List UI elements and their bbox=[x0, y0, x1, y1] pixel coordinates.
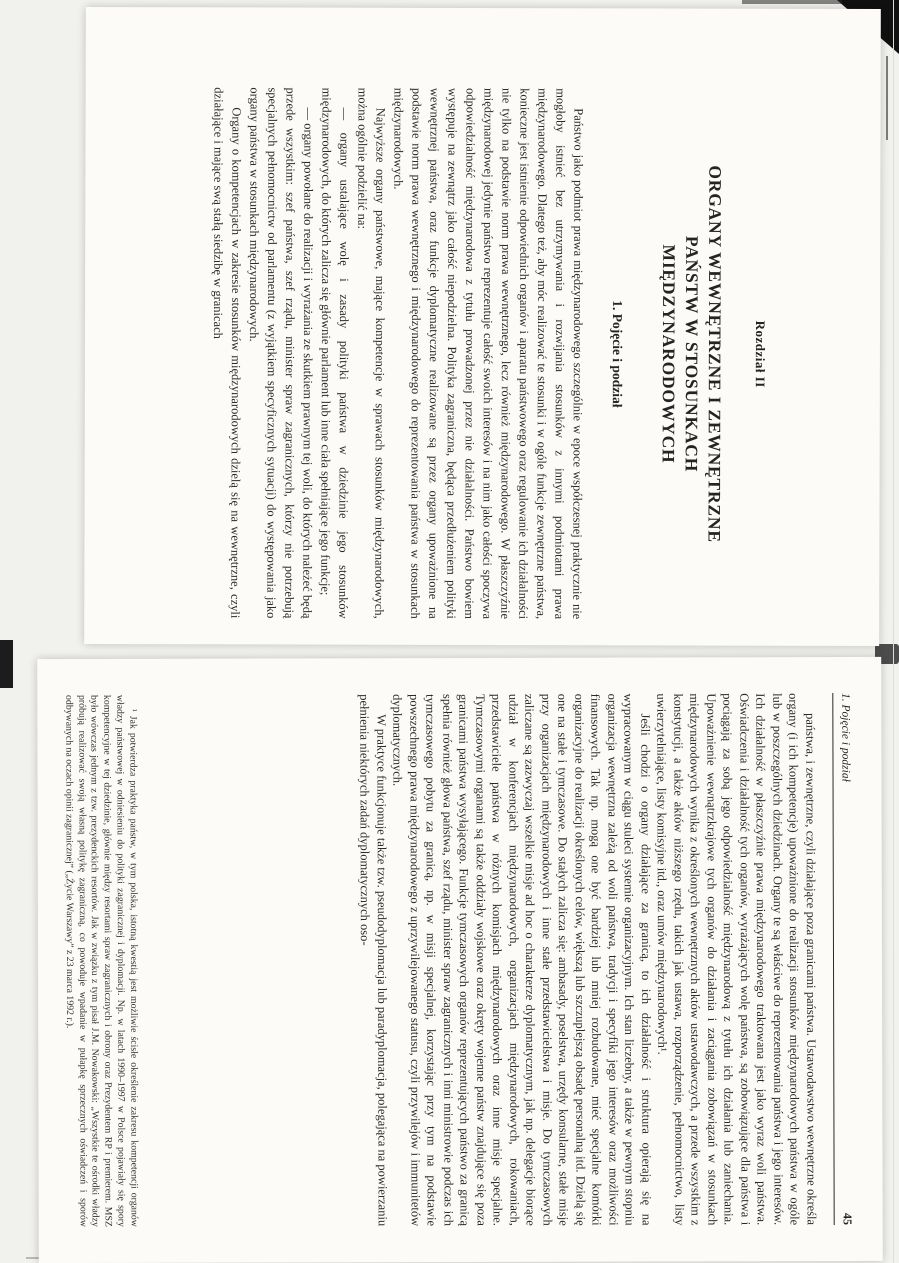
section-heading: 1. Pojęcie i podział bbox=[609, 300, 626, 408]
scan-artifact-top-streak bbox=[742, 0, 842, 4]
paragraph: Państwo jako podmiot prawa międzynarodowego szczególnie w epoce współczesnej praktycznie nie mogłoby istnieć bez utrzymywania i rozwijania stosunków z innymi podmiotami prawa międzynarodowego. Dlatego też, aby móc realizować te stosunki i w ogóle funkcje zewnętrzne państwa, konieczne jest istnienie odpowiednich organów i aparatu państwowego oraz regulowanie ich działalności nie tylko na podstawie norm prawa wewnętrznego, lecz również międzynarodowego. W płaszczyźnie międzynarodowej jedynie państwo reprezentuje całość swoich interesów i na nim jako całości spoczywa odpowiedzialność międzynarodowa z tytułu prowadzonej przez nie działalności. Państwo bowiem występuje na zewnątrz jako całość niepodzielna. Polityka zagraniczna, będąca przedłużeniem polityki wewnętrznej państwa, oraz funkcje dyplomatyczne realizowane są przez organy upoważnione na podstawie norm prawa wewnętrznego i międzynarodowego do reprezentowania państwa w stosunkach międzynarodowych. bbox=[391, 87, 586, 620]
running-head bbox=[832, 693, 854, 1225]
page-44-scan-area bbox=[85, 8, 880, 645]
paragraph: Najwyższe organy państwowe, mające kompetencje w sprawach stosunków międzynarodowych, można ogólnie podzielić na: bbox=[355, 87, 388, 619]
chapter-title-line: PAŃSTW W STOSUNKACH bbox=[681, 235, 703, 473]
scan-artifact-right-line bbox=[886, 56, 888, 140]
chapter-title-line: ORGANY WEWNĘTRZNE I ZEWNĘTRZNE bbox=[704, 165, 726, 543]
chapter-title bbox=[656, 88, 726, 619]
scan-artifact-margin-line bbox=[893, 0, 894, 1263]
scan-artifact-left-mark bbox=[0, 640, 13, 688]
running-head-title: 1. Pojęcie i podział bbox=[839, 692, 852, 782]
page-44 bbox=[84, 7, 881, 646]
page-45-body bbox=[356, 693, 819, 1226]
chapter-label: Rozdział II bbox=[752, 320, 769, 388]
page-number: 45 bbox=[840, 1212, 855, 1226]
chapter-title-line: MIĘDZYNARODOWYCH bbox=[658, 244, 680, 464]
page-44-body bbox=[208, 87, 587, 619]
paragraph: Organy o kompetencjach w zakresie stosunków międzynarodowych dzielą się na wewnętrzne, czyli działające i mające swą stałą siedzibę w granicach bbox=[210, 87, 244, 619]
page-45 bbox=[37, 657, 883, 1263]
paragraph: Jeśli chodzi o organy działające za granicą, to ich działalność i struktura opierają się na wypracowanym w ciągu stuleci systemie organizacyjnym. Ich stan liczebny, a także w pewnym stopniu organizacja wewnętrzna zależą od woli państwa, tradycji i specyfiki jego interesów oraz możliwości finansowych. Tak np. mogą one być bardziej lub mniej rozbudowane, mieć specjalne komórki organizacyjne do realizacji określonych celów, większą lub szczuplejszą obsadę personalną itd. Dzielą się one na stałe i tymczasowe. Do stałych zalicza się: ambasady, poselstwa, urzędy konsularne, stałe misje przy organizacjach międzynarodowych i inne stałe przedstawicielstwa i misje. Do tymczasowych zaliczane są zazwyczaj wszelkie misje ad hoc o charakterze dyplomatycznym, jak np. delegacje biorące udział w konferencjach międzynarodowych, organizacjach międzynarodowych, rokowaniach, przedstawiciele państwa w różnych komisjach międzynarodowych oraz inne misje specjalne. Tymczasowymi organami są także oddziały wojskowe oraz okręty wojenne państw znajdujące się poza granicami państwa wysyłającego. Funkcje tymczasowych organów reprezentujących państwo za granicą spełnia również głowa państwa, szef rządu, minister spraw zagranicznych i inni ministrowie podczas ich tymczasowego pobytu za granicą, np. w misji specjalnej, korzystając przy tym na podstawie powszechnego prawa międzynarodowego z uprzywilejowanego statusu, czyli przywilejów i immunitetów dyplomatycznych. bbox=[390, 693, 654, 1227]
paragraph: — organy ustalające wolę i zasady polityki państwa w dziedzinie jego stosunków międzynarodowych, do których zalicza się głównie parlament lub inne ciała spełniające jego funkcje; bbox=[318, 87, 352, 619]
footnote: ¹ Jak potwierdza praktyka państw, w tym polska, istotną kwestią jest możliwie ścisłe określenie zakresu kompetencji organów władzy państwowej w odniesieniu do polityki zagranicznej i dyplomacji. Np. w latach 1990–1997 w Polsce pojawiały się spory kompetencyjne w tej dziedzinie, głównie między resortami spraw zagranicznych i obrony oraz Prezydentem RP i premierem. MSZ było wówczas jednym z tzw. prezydenckich resortów. Jak w związku z tym pisał J.M. Nowakowski: „Wszystkie te ośrodki władzy próbują realizować swoją własną politykę zagraniczną, co powoduje wpadanie w pułapkę sprzecznych oświadczeń i sporów odbywanych na oczach opinii zagranicznej” („Życie Warszawy” z 23 marca 1992 r.). bbox=[63, 694, 140, 1228]
page-45-scan-area bbox=[38, 658, 882, 1262]
paragraph: państwa, i zewnętrzne, czyli działające poza granicami państwa. Ustawodawstwo wewnętrzne określa organy (i ich kompetencje) upoważnione do realizacji stosunków międzynarodowych państwa w ogóle lub w poszczególnych dziedzinach. Organy te są właściwe do reprezentowania państwa i jego interesów. Ich działalność w płaszczyźnie prawa międzynarodowego traktowana jest jako wyraz woli państwa. Oświadczenia i działalność tych organów, wyrażających wolę państwa, są zobowiązujące dla państwa i pociągają za sobą jego odpowiedzialność międzynarodową z tytułu ich działania lub zaniechania. Upoważnienie wewnątrzkrajowe tych organów do działania i zaciągania zobowiązań w stosunkach międzynarodowych wynika z określonych wewnętrznych aktów ustawodawczych, a przede wszystkim z konstytucji, a także aktów niższego rzędu, takich jak ustawa, rozporządzenie, pełnomocnictwo, listy uwierzytelniające, listy komisyjne itd., oraz umów międzynarodowych¹. bbox=[654, 693, 819, 1226]
paragraph: — organy powołane do realizacji i wyrażania ze skutkiem prawnym tej woli, do których należeć będą przede wszystkim: szef państwa, szef rządu, minister spraw zagranicznych, którzy nie potrzebują specjalnych pełnomocnictw od parlamentu (z wyjątkiem specyficznych sytuacji) do występowania jako organy państwa w stosunkach międzynarodowych. bbox=[246, 87, 316, 619]
paragraph: W praktyce funkcjonuje także tzw. pseudodyplomacja lub paradyplomacja, polegająca na powierzaniu pełnienia niektórych zadań dyplomatycznych oso- bbox=[357, 694, 390, 1227]
